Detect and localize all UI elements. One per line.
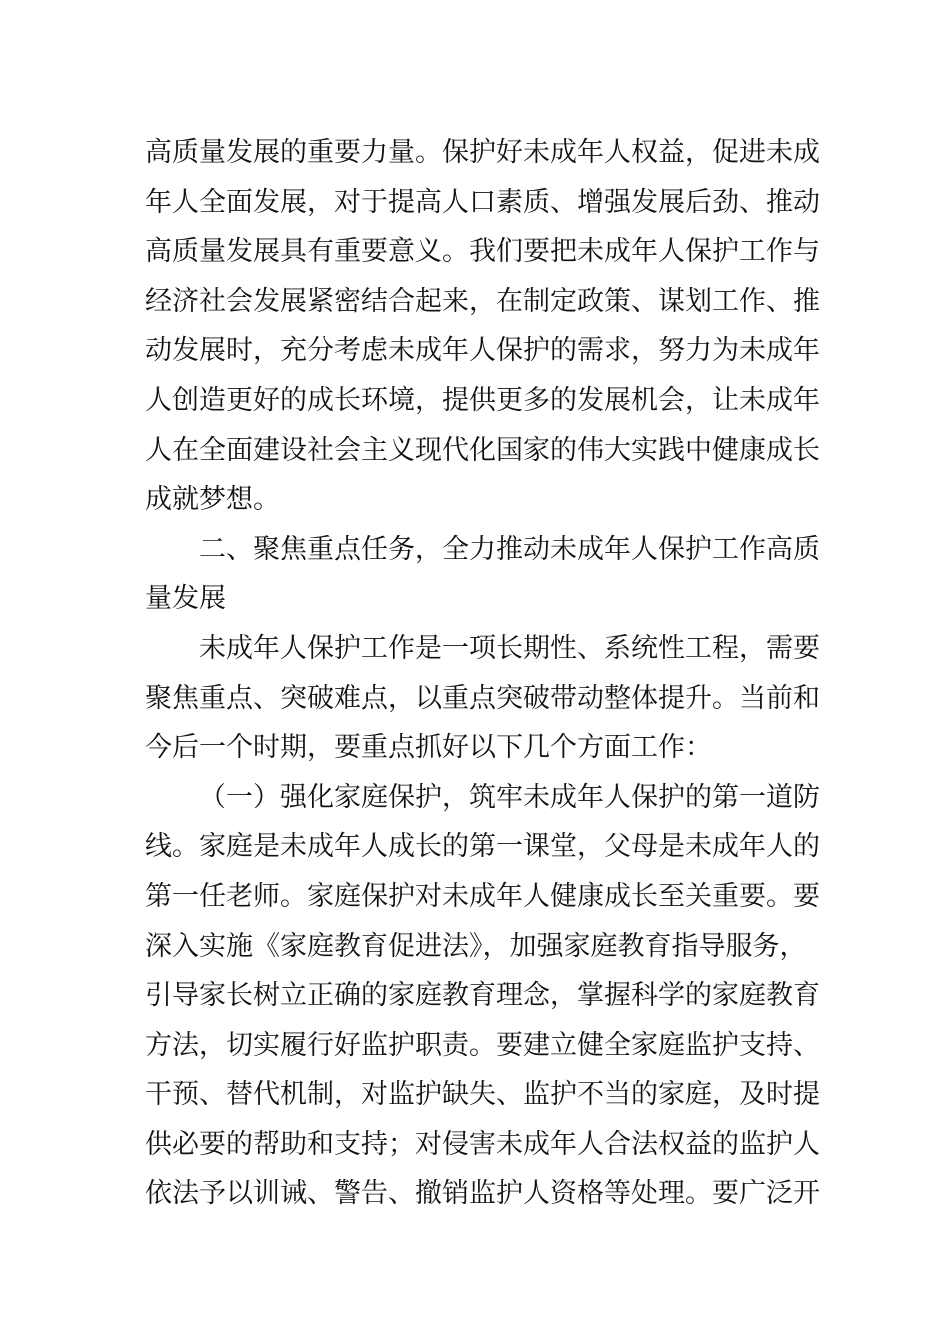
section-heading-line: 量发展 — [145, 583, 226, 615]
text-line: 高质量发展具有重要意义。我们要把未成年人保护工作与 — [145, 236, 820, 268]
document-body — [145, 128, 820, 1219]
text-line: 聚焦重点、突破难点，以重点突破带动整体提升。当前和 — [145, 682, 820, 714]
text-line: 人在全面建设社会主义现代化国家的伟大实践中健康成长 — [145, 434, 820, 466]
text-line: 引导家长树立正确的家庭教育理念，掌握科学的家庭教育 — [145, 980, 820, 1012]
text-line: 年人全面发展，对于提高人口素质、增强发展后劲、推动 — [145, 186, 820, 218]
text-line: 深入实施《家庭教育促进法》，加强家庭教育指导服务， — [145, 930, 807, 962]
section-heading-line: 二、聚焦重点任务，全力推动未成年人保护工作高质 — [199, 533, 820, 565]
subsection-heading-line: （一）强化家庭保护，筑牢未成年人保护的第一道防 — [199, 781, 820, 813]
text-line: 动发展时，充分考虑未成年人保护的需求，努力为未成年 — [145, 335, 820, 367]
text-line: 依法予以训诫、警告、撤销监护人资格等处理。要广泛开 — [145, 1178, 820, 1210]
text-line: 方法，切实履行好监护职责。要建立健全家庭监护支持、 — [145, 1029, 820, 1061]
text-line: 经济社会发展紧密结合起来，在制定政策、谋划工作、推 — [145, 285, 820, 317]
text-line: 成就梦想。 — [145, 484, 280, 516]
text-line: 高质量发展的重要力量。保护好未成年人权益，促进未成 — [145, 137, 820, 168]
text-line: 第一任老师。家庭保护对未成年人健康成长至关重要。要 — [145, 880, 820, 912]
text-line: 线。家庭是未成年人成长的第一课堂，父母是未成年人的 — [145, 831, 820, 863]
text-line: 干预、替代机制，对监护缺失、监护不当的家庭，及时提 — [145, 1079, 820, 1111]
text-line: 未成年人保护工作是一项长期性、系统性工程，需要 — [199, 632, 820, 664]
text-line: 供必要的帮助和支持；对侵害未成年人合法权益的监护人 — [145, 1128, 820, 1160]
text-line: 人创造更好的成长环境，提供更多的发展机会，让未成年 — [145, 384, 820, 416]
text-line: 今后一个时期，要重点抓好以下几个方面工作： — [145, 732, 712, 764]
